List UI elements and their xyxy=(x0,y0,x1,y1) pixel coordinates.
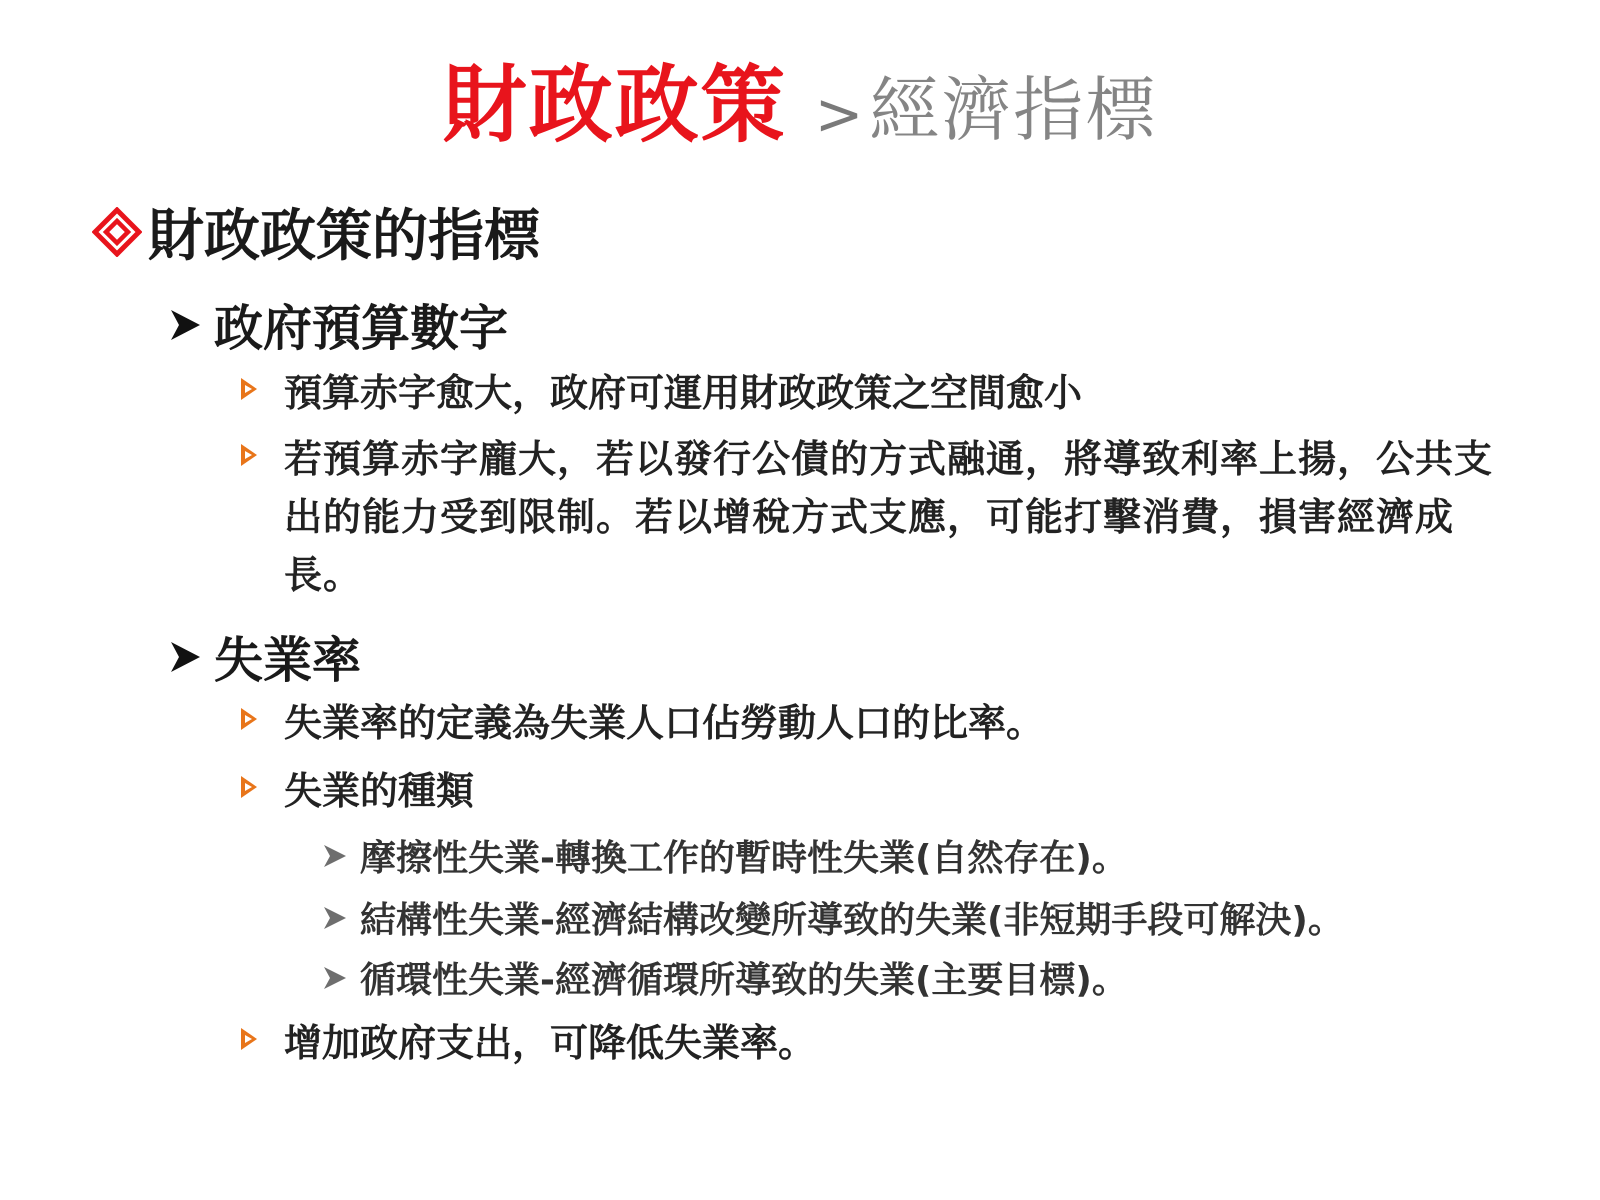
sub-list-item xyxy=(322,892,1344,943)
title-sub: 經濟指標 xyxy=(869,69,1158,151)
title-main: 財政政策 xyxy=(442,56,787,154)
bullet-label: 失業率 xyxy=(214,632,362,689)
section-heading xyxy=(92,192,540,272)
heading-text: 財政政策的指標 xyxy=(148,204,540,269)
title-separator: > xyxy=(814,80,864,148)
sub-list-item xyxy=(322,830,1128,881)
list-item xyxy=(238,1014,816,1072)
arrow-bullet-icon xyxy=(322,843,348,869)
diamond-icon xyxy=(92,207,142,257)
triangle-bullet-icon xyxy=(238,442,260,468)
bullet-unemployment xyxy=(168,622,361,692)
list-item xyxy=(238,364,1082,422)
triangle-bullet-icon xyxy=(238,376,260,402)
sub-list-item xyxy=(322,952,1128,1003)
triangle-bullet-icon xyxy=(238,774,260,800)
triangle-bullet-icon xyxy=(238,706,260,732)
list-item xyxy=(238,762,474,820)
list-item-text: 增加政府支出，可降低失業率。 xyxy=(284,1021,817,1065)
sub-list-item-text: 摩擦性失業-轉換工作的暫時性失業(自然存在)。 xyxy=(360,838,1128,879)
sub-list-item-text: 結構性失業-經濟結構改變所導致的失業(非短期手段可解決)。 xyxy=(360,900,1344,941)
list-item-text: 預算赤字愈大，政府可運用財政政策之空間愈小 xyxy=(284,371,1083,415)
list-item-text: 失業率的定義為失業人口佔勞動人口的比率。 xyxy=(284,701,1045,745)
list-item-text: 失業的種類 xyxy=(284,769,475,813)
list-item xyxy=(238,430,1514,604)
bullet-budget xyxy=(168,290,508,360)
arrow-bullet-icon xyxy=(322,965,348,991)
bullet-label: 政府預算數字 xyxy=(214,300,509,357)
slide-title xyxy=(0,38,1600,159)
list-item xyxy=(238,694,1044,752)
arrow-bullet-icon xyxy=(322,905,348,931)
list-item-text: 若預算赤字龐大，若以發行公債的方式融通，將導致利率上揚，公共支出的能力受到限制。若以增稅方式支應，可能打擊消費，損害經濟成長。 xyxy=(284,437,1494,597)
arrow-bullet-icon xyxy=(168,308,202,342)
arrow-bullet-icon xyxy=(168,640,202,674)
sub-list-item-text: 循環性失業-經濟循環所導致的失業(主要目標)。 xyxy=(360,960,1128,1001)
triangle-bullet-icon xyxy=(238,1026,260,1052)
